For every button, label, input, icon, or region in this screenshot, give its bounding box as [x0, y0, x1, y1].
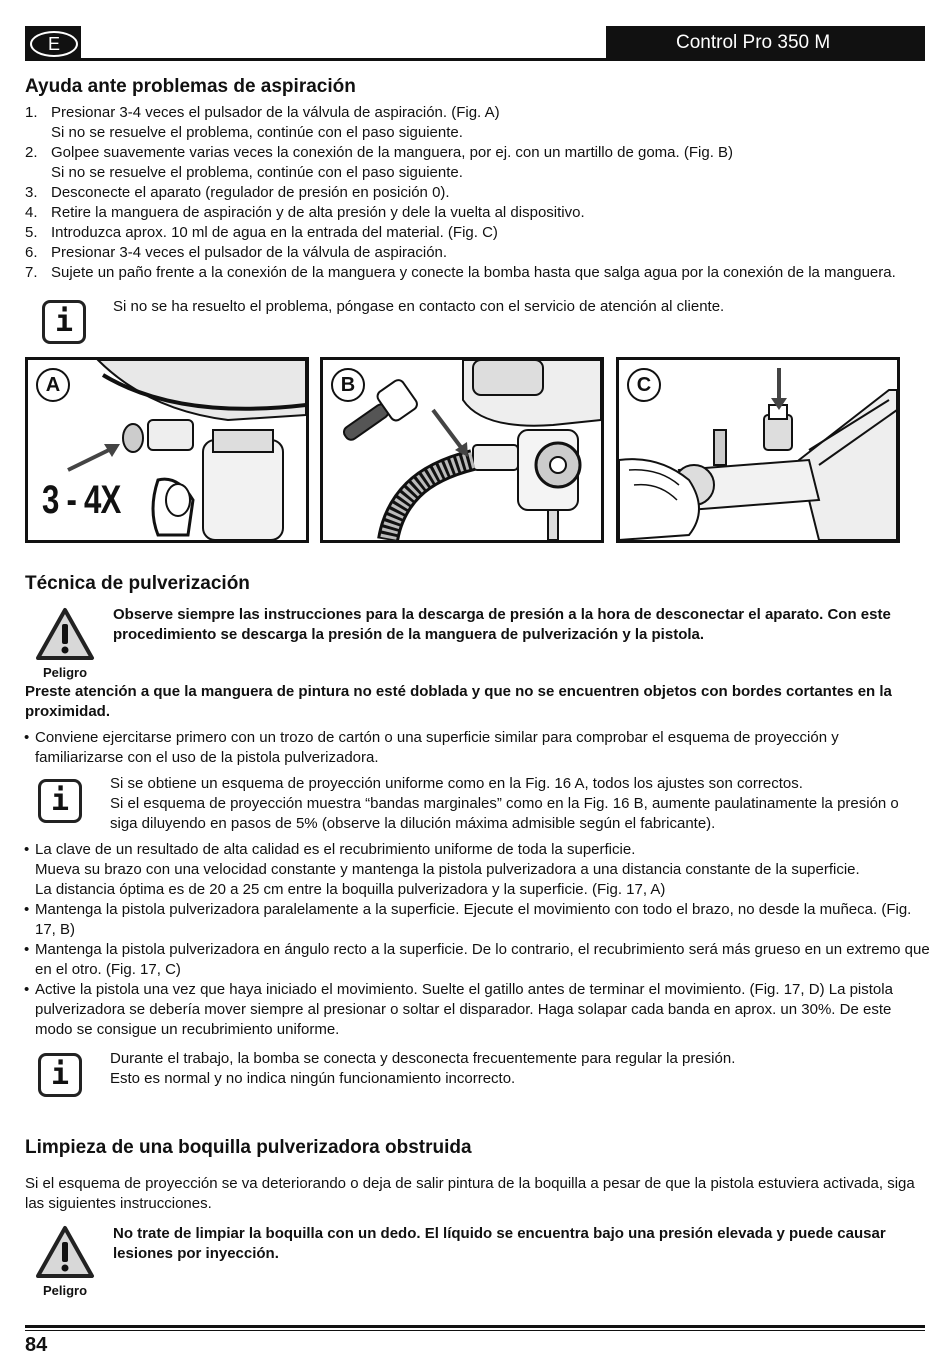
step-text: Sujete un paño frente a la conexión de la manguera y conecte la bomba hasta que salga agua por la conexión de la manguera. [51, 264, 896, 281]
page-number: 84 [25, 1334, 48, 1356]
section-title-suction-help: Ayuda ante problemas de aspiración [25, 76, 356, 97]
danger-warning-block [35, 606, 95, 678]
figure-c-label: C [627, 368, 661, 402]
warning-triangle-icon [35, 606, 95, 662]
figure-b [320, 357, 604, 543]
info-note-spray-pattern-line2: Si el esquema de proyección muestra “bandas marginales” como en la Fig. 16 B, aumente paulatinamente la presión o siga diluyendo en pasos de 5% (observe la dilución máxima admisible según el fabricante). [110, 795, 899, 832]
step-number: 2. [25, 144, 38, 161]
step-text: Si no se resuelve el problema, continúe con el paso siguiente. [51, 164, 463, 181]
step-text: Presionar 3-4 veces el pulsador de la válvula de aspiración. (Fig. A) [51, 104, 500, 121]
info-note-pump-cycling-line2: Esto es normal y no indica ningún funcionamiento incorrecto. [110, 1070, 516, 1087]
step-number: 4. [25, 204, 38, 221]
danger-text-injection: No trate de limpiar la boquilla con un dedo. El líquido se encuentra bajo una presión elevada y puede causar lesiones por inyección. [113, 1225, 886, 1262]
intro-clogged-nozzle: Si el esquema de proyección se va deteriorando o deja de salir pintura de la boquilla a pesar de que la pistola estuviera activada, siga las siguientes instrucciones. [25, 1175, 915, 1212]
info-note-pump-cycling [110, 1049, 925, 1089]
header-rule [25, 58, 925, 61]
step-text: Introduzca aprox. 10 ml de agua en la entrada del material. (Fig. C) [51, 224, 498, 241]
info-note-contact: Si no se ha resuelto el problema, póngase en contacto con el servicio de atención al cliente. [113, 298, 725, 315]
danger-text-pressure-relief: Observe siempre las instrucciones para la descarga de presión a la hora de desconectar el aparato. Con este procedimiento se descarga la presión de la manguera de pulverización y la pistola. [113, 606, 891, 643]
step-item [25, 183, 930, 203]
info-icon: i [38, 779, 82, 823]
step-item [25, 103, 930, 143]
step-item [25, 263, 930, 283]
step-number: 7. [25, 264, 38, 281]
warning-triangle-icon [35, 1224, 95, 1280]
figure-c [616, 357, 900, 543]
footer-rule [25, 1325, 925, 1328]
step-number: 1. [25, 104, 38, 121]
steps-list [25, 103, 930, 283]
bullet-uniform-coating [25, 840, 930, 900]
bullet-right-angle: • Mantenga la pistola pulverizadora en ángulo recto a la superficie. De lo contrario, el recubrimiento será más grueso en un extremo que en el otro. (Fig. 17, C) [25, 940, 930, 980]
figure-a [25, 357, 309, 543]
figure-a-label: A [36, 368, 70, 402]
language-badge [25, 26, 81, 60]
info-note-spray-pattern-line1: Si se obtiene un esquema de proyección uniforme como en la Fig. 16 A, todos los ajustes son correctos. [110, 775, 803, 792]
document-title: Control Pro 350 M [606, 26, 925, 60]
info-icon: i [42, 300, 86, 344]
step-text: Retire la manguera de aspiración y de alta presión y dele la vuelta al dispositivo. [51, 204, 585, 221]
step-number: 3. [25, 184, 38, 201]
bullet-parallel: • Mantenga la pistola pulverizadora paralelamente a la superficie. Ejecute el movimiento con todo el brazo, no desde la muñeca. (Fig. 17, B) [25, 900, 930, 940]
danger-label: Peligro [42, 1283, 88, 1298]
step-item [25, 223, 930, 243]
bullet-trigger: • Active la pistola una vez que haya iniciado el movimiento. Suelte el gatillo antes de terminar el movimiento. (Fig. 17, D) La pistola pulverizadora se debería mover siempre al presionar o soltar el disparador. Haga solapar cada banda en aprox. un 30%. De este modo se consigue un recubrimiento uniforme. [25, 980, 930, 1040]
step-item [25, 203, 930, 223]
info-icon: i [38, 1053, 82, 1097]
step-item [25, 143, 930, 183]
step-text: Presionar 3-4 veces el pulsador de la válvula de aspiración. [51, 244, 448, 261]
step-text: Desconecte el aparato (regulador de presión en posición 0). [51, 184, 450, 201]
section-title-clogged-nozzle: Limpieza de una boquilla pulverizadora obstruida [25, 1137, 472, 1158]
info-note-pump-cycling-line1: Durante el trabajo, la bomba se conecta y desconecta frecuentemente para regular la presión. [110, 1050, 736, 1067]
figure-b-label: B [331, 368, 365, 402]
bullet-practice: • Conviene ejercitarse primero con un trozo de cartón o una superficie similar para comprobar el esquema de proyección y familiarizarse con el uso de la pistola pulverizadora. [25, 728, 930, 768]
bullet-list-practice [25, 728, 930, 768]
danger-warning-block [35, 1224, 95, 1296]
step-text: Golpee suavemente varias veces la conexión de la manguera, por ej. con un martillo de goma. (Fig. B) [51, 144, 734, 161]
info-note-spray-pattern [110, 774, 925, 834]
danger-label: Peligro [42, 665, 88, 680]
step-number: 6. [25, 244, 38, 261]
bullet-list-technique [25, 840, 930, 1040]
bullet-uniform-coating-line3: La distancia óptima es de 20 a 25 cm entre la boquilla pulverizadora y la superficie. (Fig. 17, A) [35, 881, 666, 898]
step-number: 5. [25, 224, 38, 241]
footer-rule-thin [25, 1330, 925, 1331]
section-title-spray-technique: Técnica de pulverización [25, 573, 250, 594]
figure-a-repeat-text: 3 - 4X [42, 478, 121, 522]
step-item [25, 243, 930, 263]
language-code: E [30, 31, 78, 57]
attention-text-hose: Preste atención a que la manguera de pintura no esté doblada y que no se encuentren objetos con bordes cortantes en la proximidad. [25, 683, 892, 720]
bullet-uniform-coating-line2: Mueva su brazo con una velocidad constante y mantenga la pistola pulverizadora a una distancia constante de la superficie. [35, 861, 860, 878]
bullet-uniform-coating-line1: • La clave de un resultado de alta calidad es el recubrimiento uniforme de toda la superficie. [35, 841, 636, 858]
step-text: Si no se resuelve el problema, continúe con el paso siguiente. [51, 124, 463, 141]
